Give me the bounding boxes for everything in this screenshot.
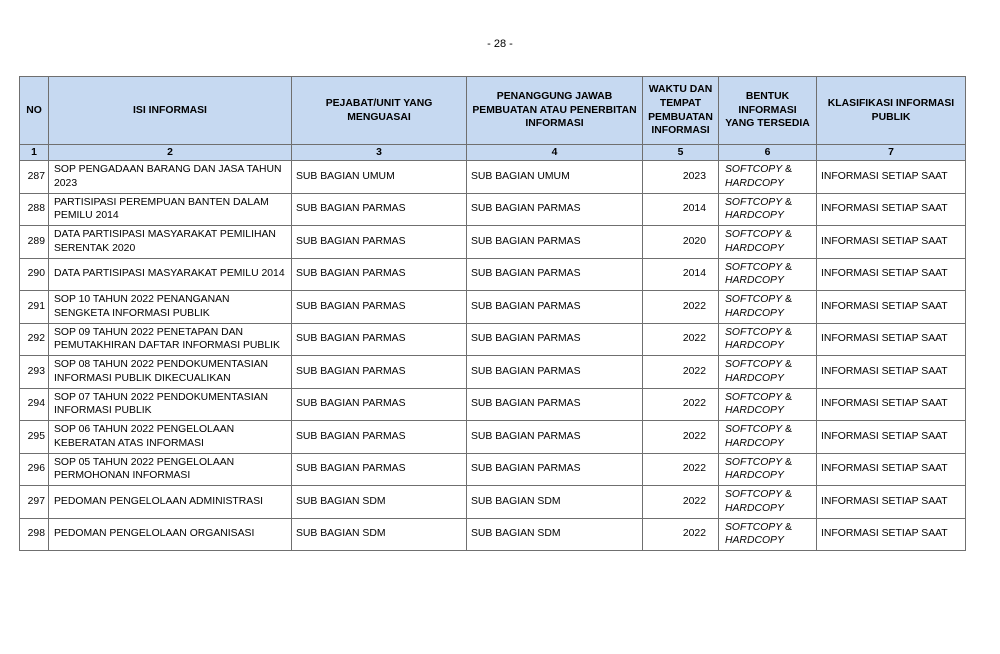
softcopy-label: SOFTCOPY xyxy=(725,196,783,208)
cell-pejabat-unit: SUB BAGIAN SDM xyxy=(292,486,467,519)
table-row xyxy=(20,226,966,259)
cell-isi-informasi: SOP 07 TAHUN 2022 PENDOKUMENTASIAN INFORMASI PUBLIK xyxy=(49,388,292,421)
cell-waktu: 2022 xyxy=(643,388,719,421)
cell-waktu: 2022 xyxy=(643,356,719,389)
softcopy-label: SOFTCOPY xyxy=(725,326,783,338)
cell-bentuk-informasi xyxy=(719,193,817,226)
cell-klasifikasi: INFORMASI SETIAP SAAT xyxy=(817,226,966,259)
cell-isi-informasi: SOP 10 TAHUN 2022 PENANGANAN SENGKETA INFORMASI PUBLIK xyxy=(49,291,292,324)
cell-bentuk-informasi xyxy=(719,518,817,551)
cell-no: 293 xyxy=(20,356,49,389)
cell-klasifikasi: INFORMASI SETIAP SAAT xyxy=(817,486,966,519)
hardcopy-label: HARDCOPY xyxy=(725,502,784,514)
softcopy-label: SOFTCOPY xyxy=(725,456,783,468)
cell-waktu: 2022 xyxy=(643,421,719,454)
cell-penanggung-jawab: SUB BAGIAN PARMAS xyxy=(467,193,643,226)
cell-penanggung-jawab: SUB BAGIAN PARMAS xyxy=(467,388,643,421)
cell-no: 295 xyxy=(20,421,49,454)
softcopy-label: SOFTCOPY xyxy=(725,164,783,176)
table-row xyxy=(20,421,966,454)
cell-isi-informasi: SOP 08 TAHUN 2022 PENDOKUMENTASIAN INFORMASI PUBLIK DIKECUALIKAN xyxy=(49,356,292,389)
ampersand: & xyxy=(782,229,792,241)
softcopy-label: SOFTCOPY xyxy=(725,359,783,371)
softcopy-label: SOFTCOPY xyxy=(725,261,783,273)
cell-bentuk-informasi xyxy=(719,258,817,291)
cell-waktu: 2022 xyxy=(643,291,719,324)
cell-bentuk-informasi xyxy=(719,226,817,259)
cell-pejabat-unit: SUB BAGIAN SDM xyxy=(292,518,467,551)
cell-klasifikasi: INFORMASI SETIAP SAAT xyxy=(817,453,966,486)
cell-klasifikasi: INFORMASI SETIAP SAAT xyxy=(817,388,966,421)
cell-waktu: 2014 xyxy=(643,258,719,291)
cell-klasifikasi: INFORMASI SETIAP SAAT xyxy=(817,258,966,291)
information-table xyxy=(19,76,966,551)
ampersand: & xyxy=(782,391,792,403)
softcopy-label: SOFTCOPY xyxy=(725,489,783,501)
cell-isi-informasi: PEDOMAN PENGELOLAAN ORGANISASI xyxy=(49,518,292,551)
cell-pejabat-unit: SUB BAGIAN PARMAS xyxy=(292,258,467,291)
cell-pejabat-unit: SUB BAGIAN PARMAS xyxy=(292,193,467,226)
cell-no: 297 xyxy=(20,486,49,519)
cell-waktu: 2022 xyxy=(643,453,719,486)
cell-isi-informasi: PARTISIPASI PEREMPUAN BANTEN DALAM PEMILU 2014 xyxy=(49,193,292,226)
cell-bentuk-informasi xyxy=(719,453,817,486)
cell-klasifikasi: INFORMASI SETIAP SAAT xyxy=(817,323,966,356)
table-row xyxy=(20,323,966,356)
cell-no: 294 xyxy=(20,388,49,421)
column-number: 1 xyxy=(20,145,49,161)
cell-waktu: 2022 xyxy=(643,323,719,356)
cell-pejabat-unit: SUB BAGIAN PARMAS xyxy=(292,226,467,259)
cell-penanggung-jawab: SUB BAGIAN SDM xyxy=(467,486,643,519)
cell-bentuk-informasi xyxy=(719,161,817,194)
cell-waktu: 2023 xyxy=(643,161,719,194)
hardcopy-label: HARDCOPY xyxy=(725,535,784,547)
hardcopy-label: HARDCOPY xyxy=(725,177,784,189)
page-number: - 28 - xyxy=(487,38,513,50)
hardcopy-label: HARDCOPY xyxy=(725,210,784,222)
cell-waktu: 2022 xyxy=(643,518,719,551)
header-no: NO xyxy=(20,77,49,145)
hardcopy-label: HARDCOPY xyxy=(725,275,784,287)
table-row xyxy=(20,388,966,421)
table-row xyxy=(20,356,966,389)
cell-penanggung-jawab: SUB BAGIAN SDM xyxy=(467,518,643,551)
cell-isi-informasi: SOP 05 TAHUN 2022 PENGELOLAAN PERMOHONAN INFORMASI xyxy=(49,453,292,486)
column-number: 6 xyxy=(719,145,817,161)
softcopy-label: SOFTCOPY xyxy=(725,294,783,306)
table-row xyxy=(20,193,966,226)
cell-pejabat-unit: SUB BAGIAN PARMAS xyxy=(292,421,467,454)
header-pejabat-unit: PEJABAT/UNIT YANG MENGUASAI xyxy=(292,77,467,145)
column-number: 5 xyxy=(643,145,719,161)
cell-klasifikasi: INFORMASI SETIAP SAAT xyxy=(817,161,966,194)
ampersand: & xyxy=(782,359,792,371)
cell-no: 292 xyxy=(20,323,49,356)
cell-penanggung-jawab: SUB BAGIAN PARMAS xyxy=(467,323,643,356)
column-number: 4 xyxy=(467,145,643,161)
ampersand: & xyxy=(782,424,792,436)
hardcopy-label: HARDCOPY xyxy=(725,307,784,319)
column-number-row xyxy=(20,145,966,161)
cell-klasifikasi: INFORMASI SETIAP SAAT xyxy=(817,356,966,389)
cell-pejabat-unit: SUB BAGIAN PARMAS xyxy=(292,388,467,421)
cell-bentuk-informasi xyxy=(719,421,817,454)
cell-isi-informasi: DATA PARTISIPASI MASYARAKAT PEMILIHAN SERENTAK 2020 xyxy=(49,226,292,259)
table-row xyxy=(20,258,966,291)
header-waktu-tempat: WAKTU DAN TEMPAT PEMBUATAN INFORMASI xyxy=(643,77,719,145)
cell-penanggung-jawab: SUB BAGIAN PARMAS xyxy=(467,356,643,389)
cell-isi-informasi: SOP 06 TAHUN 2022 PENGELOLAAN KEBERATAN ATAS INFORMASI xyxy=(49,421,292,454)
ampersand: & xyxy=(782,521,792,533)
ampersand: & xyxy=(782,261,792,273)
column-number: 3 xyxy=(292,145,467,161)
table-body xyxy=(20,161,966,551)
cell-isi-informasi: DATA PARTISIPASI MASYARAKAT PEMILU 2014 xyxy=(49,258,292,291)
ampersand: & xyxy=(782,196,792,208)
hardcopy-label: HARDCOPY xyxy=(725,242,784,254)
hardcopy-label: HARDCOPY xyxy=(725,437,784,449)
cell-bentuk-informasi xyxy=(719,356,817,389)
cell-bentuk-informasi xyxy=(719,486,817,519)
cell-klasifikasi: INFORMASI SETIAP SAAT xyxy=(817,291,966,324)
cell-bentuk-informasi xyxy=(719,323,817,356)
cell-isi-informasi: SOP PENGADAAN BARANG DAN JASA TAHUN 2023 xyxy=(49,161,292,194)
header-klasifikasi: KLASIFIKASI INFORMASI PUBLIK xyxy=(817,77,966,145)
cell-pejabat-unit: SUB BAGIAN PARMAS xyxy=(292,291,467,324)
cell-penanggung-jawab: SUB BAGIAN PARMAS xyxy=(467,453,643,486)
hardcopy-label: HARDCOPY xyxy=(725,340,784,352)
cell-waktu: 2014 xyxy=(643,193,719,226)
header-row xyxy=(20,77,966,145)
cell-waktu: 2020 xyxy=(643,226,719,259)
table-row xyxy=(20,291,966,324)
softcopy-label: SOFTCOPY xyxy=(725,391,783,403)
hardcopy-label: HARDCOPY xyxy=(725,372,784,384)
cell-penanggung-jawab: SUB BAGIAN PARMAS xyxy=(467,421,643,454)
table-row xyxy=(20,453,966,486)
column-number: 2 xyxy=(49,145,292,161)
column-number: 7 xyxy=(817,145,966,161)
cell-no: 298 xyxy=(20,518,49,551)
cell-pejabat-unit: SUB BAGIAN PARMAS xyxy=(292,323,467,356)
softcopy-label: SOFTCOPY xyxy=(725,521,783,533)
cell-penanggung-jawab: SUB BAGIAN UMUM xyxy=(467,161,643,194)
header-isi-informasi: ISI INFORMASI xyxy=(49,77,292,145)
cell-klasifikasi: INFORMASI SETIAP SAAT xyxy=(817,421,966,454)
table-row xyxy=(20,518,966,551)
cell-no: 290 xyxy=(20,258,49,291)
cell-no: 291 xyxy=(20,291,49,324)
cell-isi-informasi: SOP 09 TAHUN 2022 PENETAPAN DAN PEMUTAKHIRAN DAFTAR INFORMASI PUBLIK xyxy=(49,323,292,356)
cell-klasifikasi: INFORMASI SETIAP SAAT xyxy=(817,193,966,226)
cell-penanggung-jawab: SUB BAGIAN PARMAS xyxy=(467,258,643,291)
cell-pejabat-unit: SUB BAGIAN PARMAS xyxy=(292,356,467,389)
header-penanggung-jawab: PENANGGUNG JAWAB PEMBUATAN ATAU PENERBITAN INFORMASI xyxy=(467,77,643,145)
cell-no: 296 xyxy=(20,453,49,486)
softcopy-label: SOFTCOPY xyxy=(725,229,783,241)
ampersand: & xyxy=(782,456,792,468)
hardcopy-label: HARDCOPY xyxy=(725,470,784,482)
cell-bentuk-informasi xyxy=(719,291,817,324)
header-bentuk-informasi: BENTUK INFORMASI YANG TERSEDIA xyxy=(719,77,817,145)
softcopy-label: SOFTCOPY xyxy=(725,424,783,436)
cell-klasifikasi: INFORMASI SETIAP SAAT xyxy=(817,518,966,551)
ampersand: & xyxy=(782,326,792,338)
cell-pejabat-unit: SUB BAGIAN PARMAS xyxy=(292,453,467,486)
cell-waktu: 2022 xyxy=(643,486,719,519)
cell-penanggung-jawab: SUB BAGIAN PARMAS xyxy=(467,291,643,324)
table-row xyxy=(20,486,966,519)
hardcopy-label: HARDCOPY xyxy=(725,405,784,417)
cell-no: 288 xyxy=(20,193,49,226)
cell-no: 289 xyxy=(20,226,49,259)
ampersand: & xyxy=(782,294,792,306)
ampersand: & xyxy=(782,489,792,501)
cell-pejabat-unit: SUB BAGIAN UMUM xyxy=(292,161,467,194)
cell-penanggung-jawab: SUB BAGIAN PARMAS xyxy=(467,226,643,259)
ampersand: & xyxy=(782,164,792,176)
cell-no: 287 xyxy=(20,161,49,194)
cell-bentuk-informasi xyxy=(719,388,817,421)
cell-isi-informasi: PEDOMAN PENGELOLAAN ADMINISTRASI xyxy=(49,486,292,519)
table-row xyxy=(20,161,966,194)
